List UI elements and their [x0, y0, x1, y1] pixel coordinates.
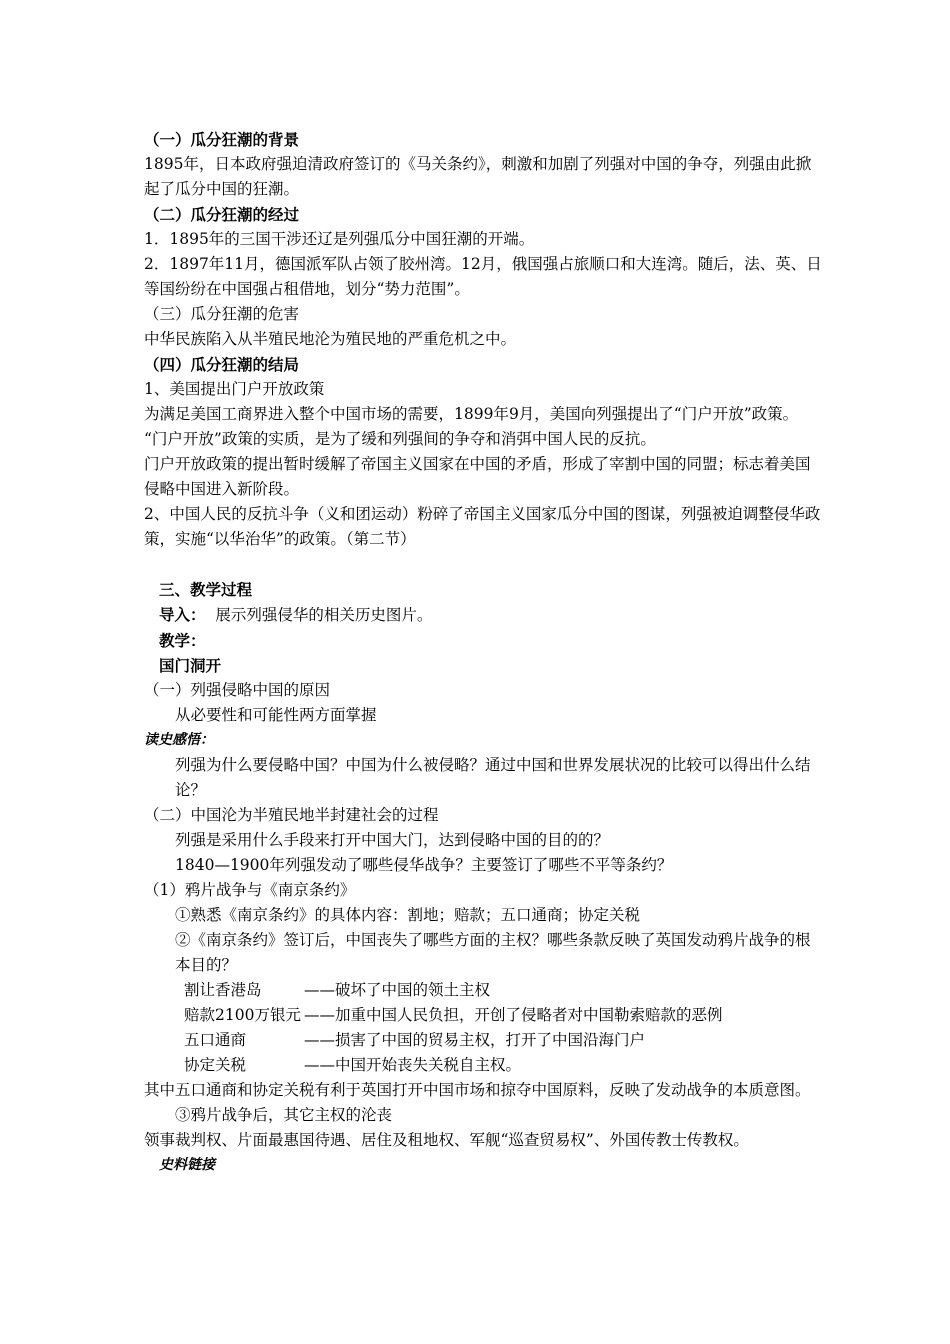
teach-label: 教学： [159, 631, 206, 650]
paragraph: 门户开放政策的提出暂时缓解了帝国主义国家在中国的矛盾，形成了宰割中国的同盟；标志着美国侵略中国进入新阶段。 [144, 455, 811, 498]
subheading: （1）鸦片战争与《南京条约》 [144, 881, 356, 899]
intro-line [144, 602, 824, 628]
paragraph: 2、中国人民的反抗斗争（义和团运动）粉碎了帝国主义国家瓜分中国的图谋，列强被迫调整侵华政策，实施“以华治华”的政策。（第二节） [144, 505, 821, 548]
heading-background: （一）瓜分狂潮的背景 [144, 130, 300, 149]
table-row: 割让香港岛 ——破坏了中国的领土主权 [184, 981, 491, 999]
list-item: ①熟悉《南京条约》的具体内容：割地；赔款；五口通商；协定关税 [175, 906, 641, 924]
paragraph: 其中五口通商和协定关税有利于英国打开中国市场和掠夺中国原料，反映了发动战争的本质意图。 [144, 1081, 811, 1099]
paragraph: 1895年，日本政府强迫清政府签订的《马关条约》，刺激和加剧了列强对中国的争夺，列强由此掀起了瓜分中国的狂潮。 [144, 155, 812, 198]
intro-label: 导入： [159, 605, 206, 624]
question: 1840—1900年列强发动了哪些侵华战争？主要签订了哪些不平等条约？ [175, 856, 673, 874]
section-title: 三、教学过程 [159, 580, 253, 599]
subheading: （一）列强侵略中国的原因 [144, 681, 331, 699]
table-row: 五口通商 ——损害了中国的贸易主权，打开了中国沿海门户 [184, 1031, 646, 1049]
paragraph: 领事裁判权、片面最惠国待遇、居住及租地权、军舰“巡查贸易权”、外国传教士传教权。 [144, 1131, 749, 1149]
read-label: 读史感悟： [144, 732, 214, 748]
paragraph: 为满足美国工商界进入整个中国市场的需要，1899年9月，美国向列强提出了“门户开放”政策。 [144, 405, 799, 423]
document-body [144, 127, 824, 1178]
subheading: （二）中国沦为半殖民地半封建社会的过程 [144, 806, 439, 824]
heading-process: （二）瓜分狂潮的经过 [144, 205, 300, 224]
source-link-label: 史料链接 [159, 1157, 215, 1173]
heading-outcome: （四）瓜分狂潮的结局 [144, 355, 300, 374]
note: 从必要性和可能性两方面掌握 [175, 706, 377, 724]
paragraph: 1、美国提出门户开放政策 [144, 380, 325, 398]
list-item: ②《南京条约》签订后，中国丧失了哪些方面的主权？哪些条款反映了英国发动鸦片战争的根本目的？ [175, 931, 811, 974]
list-item: ③鸦片战争后，其它主权的沦丧 [175, 1106, 393, 1124]
heading-harm: （三）瓜分狂潮的危害 [144, 305, 300, 323]
paragraph: 2．1897年11月，德国派军队占领了胶州湾。12月，俄国强占旅顺口和大连湾。随后，法、英、日等国纷纷在中国强占租借地，划分“势力范围”。 [144, 255, 822, 298]
paragraph: 1．1895年的三国干涉还辽是列强瓜分中国狂潮的开端。 [144, 230, 535, 248]
paragraph: “门户开放”政策的实质，是为了缓和列强间的争夺和消弭中国人民的反抗。 [144, 430, 656, 448]
subtitle: 国门洞开 [159, 656, 222, 675]
table-row: 协定关税 ——中国开始丧失关税自主权。 [184, 1056, 522, 1074]
paragraph: 中华民族陷入从半殖民地沦为殖民地的严重危机之中。 [144, 330, 517, 348]
question: 列强是采用什么手段来打开中国大门，达到侵略中国的目的的？ [175, 831, 610, 849]
intro-text: 展示列强侵华的相关历史图片。 [215, 606, 433, 624]
paragraph: 列强为什么要侵略中国？中国为什么被侵略？通过中国和世界发展状况的比较可以得出什么结论？ [175, 756, 811, 799]
table-row: 赔款2100万银元 ——加重中国人民负担，开创了侵略者对中国勒索赔款的恶例 [184, 1006, 723, 1024]
